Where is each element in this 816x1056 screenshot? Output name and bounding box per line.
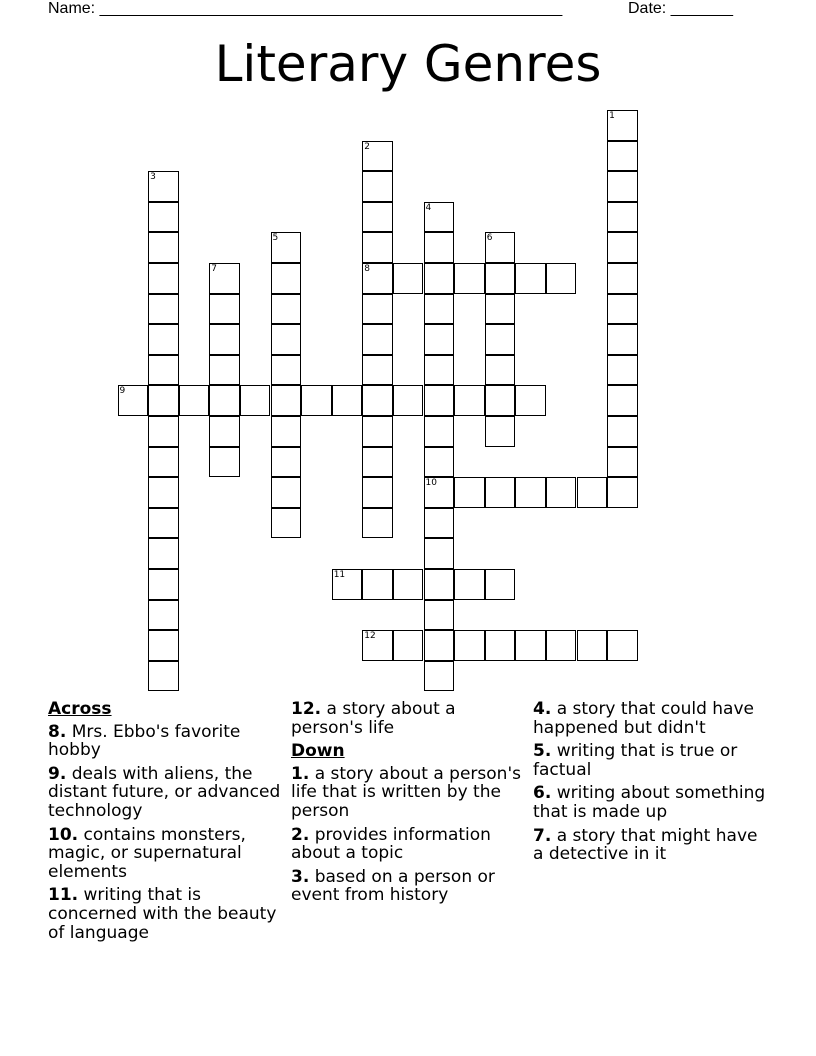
cell-number: 11 bbox=[333, 570, 346, 580]
crossword-cell[interactable] bbox=[148, 661, 179, 692]
crossword-cell[interactable] bbox=[607, 263, 638, 294]
crossword-cell[interactable] bbox=[179, 385, 210, 416]
crossword-cell[interactable] bbox=[271, 385, 302, 416]
crossword-cell[interactable] bbox=[362, 141, 393, 172]
across-heading: Across bbox=[48, 699, 112, 719]
down-clue-1 bbox=[291, 765, 527, 821]
clue-number: 1. bbox=[291, 763, 310, 784]
crossword-cell[interactable] bbox=[148, 630, 179, 661]
crossword-cell[interactable] bbox=[271, 508, 302, 539]
down-clue-5 bbox=[533, 742, 769, 779]
clue-number: 10. bbox=[48, 824, 79, 845]
crossword-cell[interactable] bbox=[607, 416, 638, 447]
clue-number: 8. bbox=[48, 721, 67, 742]
crossword-cell[interactable] bbox=[424, 263, 455, 294]
crossword-cell[interactable] bbox=[424, 477, 455, 508]
across-clue-11 bbox=[48, 886, 284, 942]
crossword-cell[interactable] bbox=[362, 447, 393, 478]
clue-text: a story about a person's life bbox=[291, 699, 456, 738]
crossword-cell[interactable] bbox=[271, 232, 302, 263]
crossword-cell[interactable] bbox=[485, 355, 516, 386]
crossword-cell[interactable] bbox=[362, 324, 393, 355]
crossword-cell[interactable] bbox=[485, 263, 516, 294]
crossword-cell[interactable] bbox=[607, 324, 638, 355]
crossword-cell[interactable] bbox=[301, 385, 332, 416]
crossword-cell[interactable] bbox=[607, 385, 638, 416]
crossword-cell[interactable] bbox=[362, 294, 393, 325]
cell-number: 7 bbox=[211, 264, 218, 274]
crossword-cell[interactable] bbox=[332, 569, 363, 600]
crossword-cell[interactable] bbox=[362, 477, 393, 508]
crossword-cell[interactable] bbox=[607, 630, 638, 661]
down-clue-3 bbox=[291, 868, 527, 905]
across-clue-9 bbox=[48, 765, 284, 821]
crossword-cell[interactable] bbox=[485, 294, 516, 325]
crossword-cell[interactable] bbox=[148, 569, 179, 600]
crossword-cell[interactable] bbox=[424, 538, 455, 569]
crossword-cell[interactable] bbox=[607, 355, 638, 386]
crossword-cell[interactable] bbox=[424, 324, 455, 355]
crossword-cell[interactable] bbox=[515, 477, 546, 508]
crossword-cell[interactable] bbox=[148, 508, 179, 539]
crossword-cell[interactable] bbox=[424, 447, 455, 478]
crossword-cell[interactable] bbox=[148, 447, 179, 478]
crossword-cell[interactable] bbox=[209, 447, 240, 478]
clue-text: a story that might have a detective in it bbox=[533, 825, 758, 865]
crossword-cell[interactable] bbox=[424, 416, 455, 447]
crossword-cell[interactable] bbox=[424, 294, 455, 325]
crossword-cell[interactable] bbox=[209, 355, 240, 386]
crossword-cell[interactable] bbox=[485, 232, 516, 263]
crossword-cell[interactable] bbox=[240, 385, 271, 416]
clues-column-2 bbox=[291, 700, 527, 910]
crossword-cell[interactable] bbox=[271, 324, 302, 355]
clue-number: 6. bbox=[533, 783, 552, 804]
crossword-cell[interactable] bbox=[424, 232, 455, 263]
crossword-cell[interactable] bbox=[271, 416, 302, 447]
crossword-cell[interactable] bbox=[607, 171, 638, 202]
cell-number: 8 bbox=[364, 264, 371, 274]
crossword-cell[interactable] bbox=[209, 263, 240, 294]
crossword-cell[interactable] bbox=[546, 477, 577, 508]
crossword-cell[interactable] bbox=[607, 232, 638, 263]
crossword-cell[interactable] bbox=[271, 447, 302, 478]
crossword-cell[interactable] bbox=[148, 232, 179, 263]
crossword-cell[interactable] bbox=[607, 110, 638, 141]
crossword-cell[interactable] bbox=[362, 202, 393, 233]
down-clue-7 bbox=[533, 827, 769, 864]
crossword-cell[interactable] bbox=[424, 508, 455, 539]
crossword-cell[interactable] bbox=[362, 569, 393, 600]
clues-column-1 bbox=[48, 700, 284, 947]
crossword-cell[interactable] bbox=[271, 477, 302, 508]
across-clue-10 bbox=[48, 826, 284, 882]
crossword-cell[interactable] bbox=[362, 232, 393, 263]
crossword-cell[interactable] bbox=[148, 263, 179, 294]
clue-text: deals with aliens, the distant future, or advanced technology bbox=[48, 763, 281, 821]
crossword-cell[interactable] bbox=[393, 263, 424, 294]
down-clue-6 bbox=[533, 784, 769, 821]
clue-text: a story that could have happened but didn't bbox=[533, 699, 754, 738]
crossword-cell[interactable] bbox=[577, 477, 608, 508]
cell-number: 5 bbox=[272, 233, 279, 244]
clue-number: 3. bbox=[291, 866, 310, 887]
crossword-cell[interactable] bbox=[454, 569, 485, 600]
crossword-cell[interactable] bbox=[485, 416, 516, 447]
clues-column-3 bbox=[533, 700, 769, 869]
crossword-cell[interactable] bbox=[424, 600, 455, 631]
crossword-cell[interactable] bbox=[485, 569, 516, 600]
crossword-cell[interactable] bbox=[362, 508, 393, 539]
crossword-cell[interactable] bbox=[209, 385, 240, 416]
crossword-cell[interactable] bbox=[485, 324, 516, 355]
down-clue-4 bbox=[533, 700, 769, 737]
clue-number: 11. bbox=[48, 885, 79, 906]
crossword-cell[interactable] bbox=[393, 630, 424, 661]
crossword-cell[interactable] bbox=[148, 171, 179, 202]
clue-number: 9. bbox=[48, 763, 67, 784]
crossword-cell[interactable] bbox=[209, 416, 240, 447]
crossword-cell[interactable] bbox=[485, 385, 516, 416]
crossword-cell[interactable] bbox=[148, 538, 179, 569]
crossword-cell[interactable] bbox=[607, 294, 638, 325]
clue-text: contains monsters, magic, or supernatural elements bbox=[48, 824, 246, 882]
crossword-cell[interactable] bbox=[424, 355, 455, 386]
crossword-cell[interactable] bbox=[271, 355, 302, 386]
crossword-cell[interactable] bbox=[607, 447, 638, 478]
crossword-cell[interactable] bbox=[424, 385, 455, 416]
cell-number: 2 bbox=[364, 141, 371, 152]
crossword-cell[interactable] bbox=[362, 263, 393, 294]
crossword-cell[interactable] bbox=[607, 477, 638, 508]
across-clue-8 bbox=[48, 723, 284, 760]
crossword-cell[interactable] bbox=[148, 477, 179, 508]
crossword-cell[interactable] bbox=[362, 171, 393, 202]
crossword-cell[interactable] bbox=[148, 324, 179, 355]
clue-text: based on a person or event from history bbox=[291, 866, 495, 906]
crossword-cell[interactable] bbox=[515, 630, 546, 661]
crossword-cell[interactable] bbox=[362, 355, 393, 386]
cell-number: 1 bbox=[609, 111, 615, 121]
crossword-cell[interactable] bbox=[424, 630, 455, 661]
clue-text: provides information about a topic bbox=[291, 824, 491, 864]
crossword-cell[interactable] bbox=[209, 294, 240, 325]
crossword-cell[interactable] bbox=[148, 600, 179, 631]
crossword-cell[interactable] bbox=[148, 294, 179, 325]
page-title: Literary Genres bbox=[214, 35, 602, 93]
clue-text: writing about something that is made up bbox=[533, 783, 766, 822]
clue-text: writing that is concerned with the beauty of language bbox=[48, 885, 277, 943]
cell-number: 10 bbox=[425, 478, 437, 489]
crossword-cell[interactable] bbox=[393, 385, 424, 416]
cell-number: 6 bbox=[486, 233, 493, 244]
crossword-cell[interactable] bbox=[424, 202, 455, 233]
cell-number: 12 bbox=[364, 631, 376, 642]
crossword-cell[interactable] bbox=[577, 630, 608, 661]
cell-number: 4 bbox=[425, 202, 432, 213]
crossword-cell[interactable] bbox=[546, 630, 577, 661]
crossword-cell[interactable] bbox=[209, 324, 240, 355]
cell-number: 3 bbox=[150, 172, 156, 183]
clue-text: a story about a person's life that is written by the person bbox=[291, 763, 521, 821]
crossword-cell[interactable] bbox=[454, 630, 485, 661]
date-field-label[interactable]: Date: _______ bbox=[628, 0, 733, 17]
crossword-cell[interactable] bbox=[362, 385, 393, 416]
crossword-cell[interactable] bbox=[148, 355, 179, 386]
across-clue-12 bbox=[291, 700, 527, 737]
crossword-cell[interactable] bbox=[393, 569, 424, 600]
name-field-label[interactable]: Name: ____________________________________________________ bbox=[48, 0, 563, 17]
crossword-cell[interactable] bbox=[424, 661, 455, 692]
clue-number: 5. bbox=[533, 741, 552, 762]
crossword-cell[interactable] bbox=[515, 385, 546, 416]
crossword-cell[interactable] bbox=[515, 263, 546, 294]
crossword-cell[interactable] bbox=[148, 385, 179, 416]
crossword-cell[interactable] bbox=[485, 477, 516, 508]
down-clue-2 bbox=[291, 826, 527, 863]
crossword-cell[interactable] bbox=[607, 202, 638, 233]
crossword-cell[interactable] bbox=[148, 416, 179, 447]
crossword-cell[interactable] bbox=[118, 385, 149, 416]
crossword-cell[interactable] bbox=[454, 385, 485, 416]
crossword-cell[interactable] bbox=[362, 630, 393, 661]
crossword-cell[interactable] bbox=[424, 569, 455, 600]
crossword-cell[interactable] bbox=[271, 294, 302, 325]
clue-text: writing that is true or factual bbox=[533, 741, 738, 780]
down-heading: Down bbox=[291, 741, 345, 762]
crossword-cell[interactable] bbox=[485, 630, 516, 661]
clue-text: Mrs. Ebbo's favorite hobby bbox=[48, 721, 241, 761]
crossword-cell[interactable] bbox=[271, 263, 302, 294]
crossword-cell[interactable] bbox=[454, 477, 485, 508]
crossword-cell[interactable] bbox=[454, 263, 485, 294]
clue-number: 2. bbox=[291, 824, 310, 845]
crossword-cell[interactable] bbox=[332, 385, 363, 416]
crossword-cell[interactable] bbox=[148, 202, 179, 233]
clue-number: 7. bbox=[533, 825, 552, 846]
crossword-cell[interactable] bbox=[607, 141, 638, 172]
crossword-cell[interactable] bbox=[362, 416, 393, 447]
crossword-cell[interactable] bbox=[546, 263, 577, 294]
clue-number: 4. bbox=[533, 699, 552, 719]
cell-number: 9 bbox=[119, 386, 126, 397]
clue-number: 12. bbox=[291, 699, 322, 719]
